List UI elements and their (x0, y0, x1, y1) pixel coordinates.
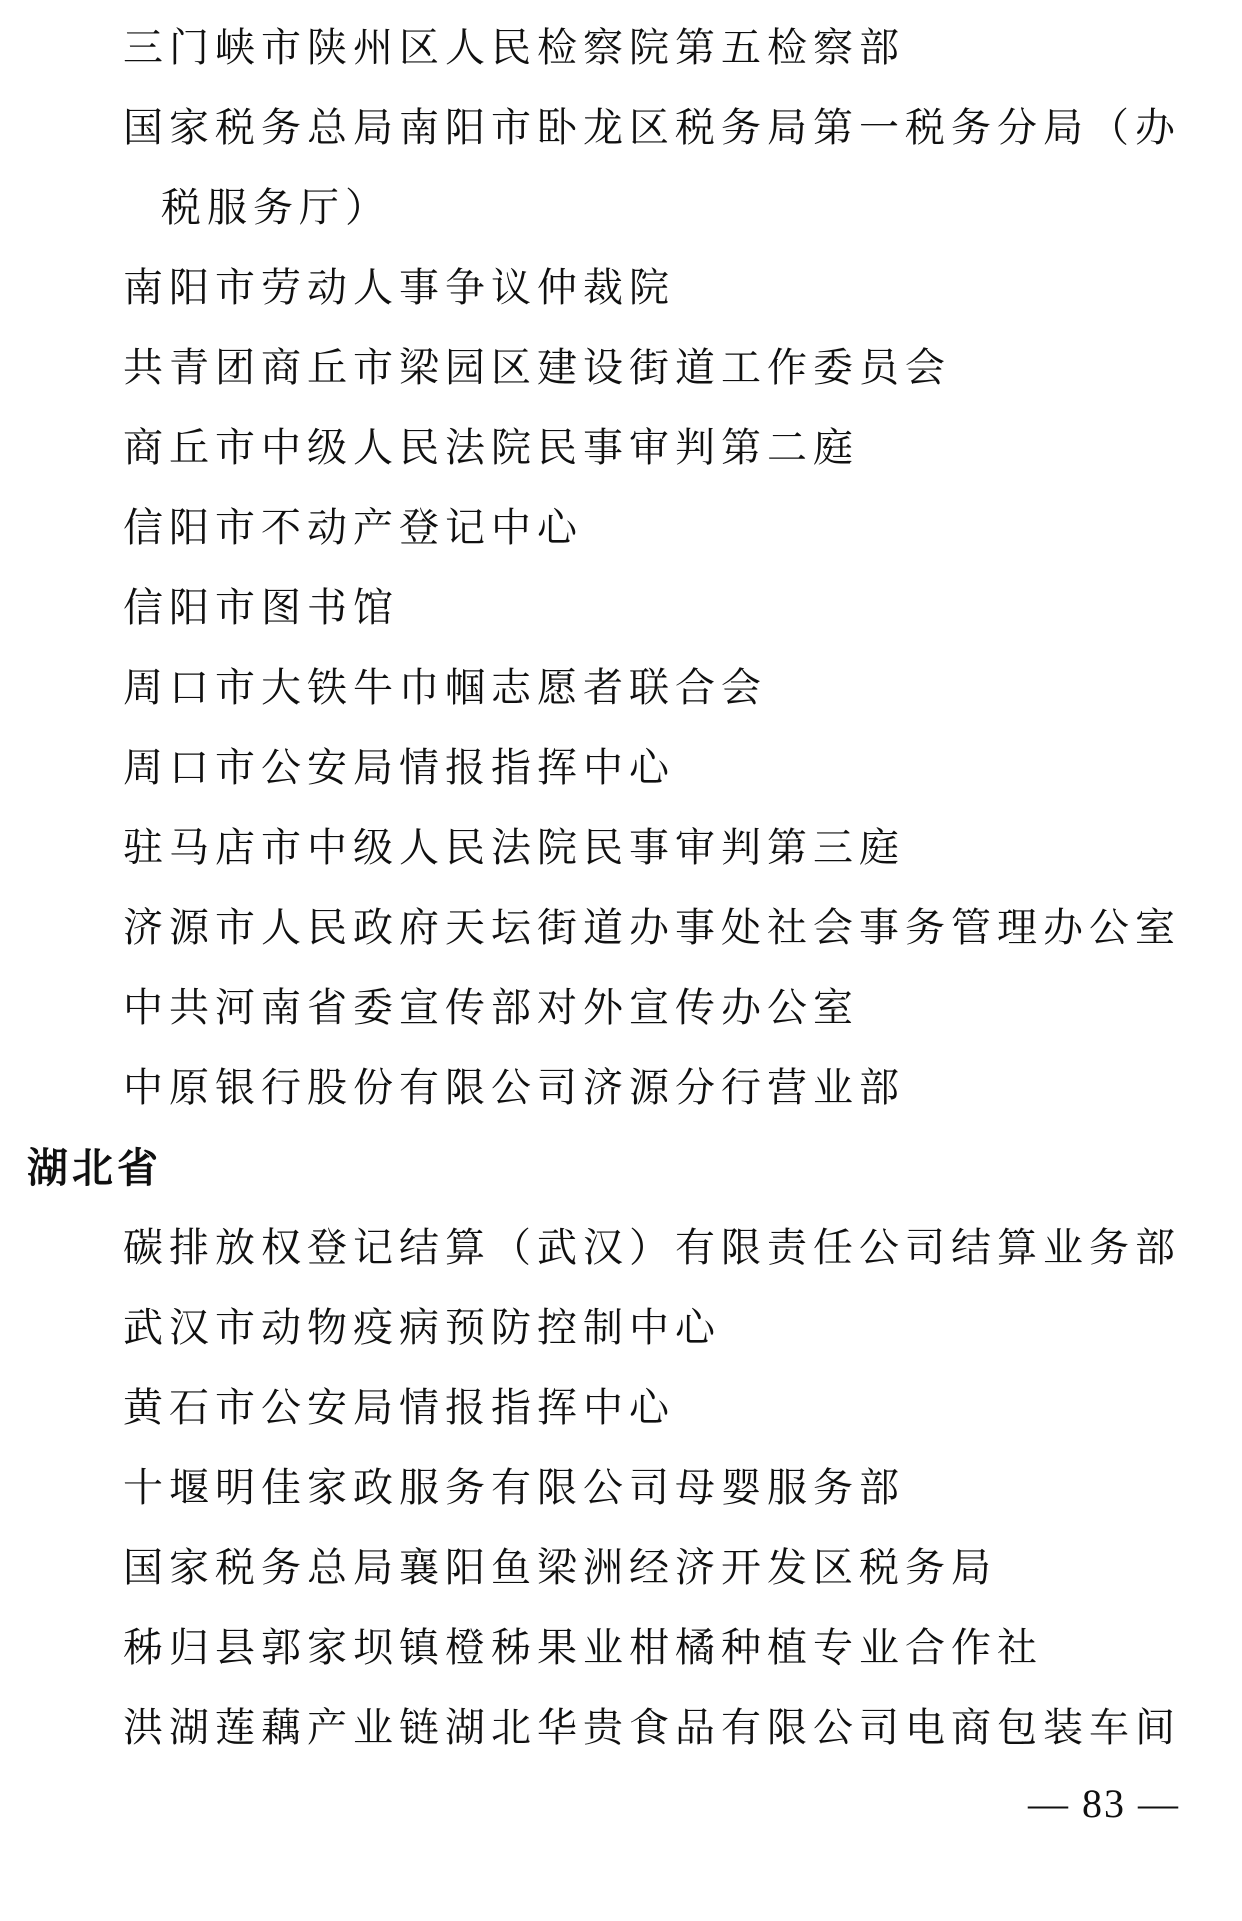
org-list-line: 洪湖莲藕产业链湖北华贵食品有限公司电商包装车间 (123, 1705, 1181, 1751)
org-list-line: 碳排放权登记结算（武汉）有限责任公司结算业务部 (123, 1225, 1181, 1271)
org-list-line: 共青团商丘市梁园区建设街道工作委员会 (123, 345, 951, 391)
org-name-list (0, 8, 1242, 1768)
org-list-line: 周口市大铁牛巾帼志愿者联合会 (123, 665, 767, 711)
org-list-line: 秭归县郭家坝镇橙秭果业柑橘种植专业合作社 (123, 1625, 1043, 1671)
org-list-line: 中原银行股份有限公司济源分行营业部 (123, 1065, 905, 1111)
org-list-line: 商丘市中级人民法院民事审判第二庭 (123, 425, 859, 471)
org-list-line: 黄石市公安局情报指挥中心 (123, 1385, 675, 1431)
org-list-line: 国家税务总局南阳市卧龙区税务局第一税务分局（办 (123, 105, 1181, 151)
org-list-line-continuation: 税服务厅） (161, 185, 391, 231)
org-list-line: 国家税务总局襄阳鱼梁洲经济开发区税务局 (123, 1545, 997, 1591)
org-list-line: 驻马店市中级人民法院民事审判第三庭 (123, 825, 905, 871)
org-list-line: 信阳市图书馆 (123, 585, 399, 631)
org-list-line: 武汉市动物疫病预防控制中心 (123, 1305, 721, 1351)
org-list-line: 济源市人民政府天坛街道办事处社会事务管理办公室 (123, 905, 1181, 951)
org-list-line: 南阳市劳动人事争议仲裁院 (123, 265, 675, 311)
org-list-line: 三门峡市陕州区人民检察院第五检察部 (123, 25, 905, 71)
section-header: 湖北省 (27, 1144, 162, 1192)
org-list-line: 十堰明佳家政服务有限公司母婴服务部 (123, 1465, 905, 1511)
page-number: — 83 — (1028, 1781, 1180, 1826)
org-list-line: 信阳市不动产登记中心 (123, 505, 583, 551)
org-list-line: 周口市公安局情报指挥中心 (123, 745, 675, 791)
org-list-line: 中共河南省委宣传部对外宣传办公室 (123, 985, 859, 1031)
